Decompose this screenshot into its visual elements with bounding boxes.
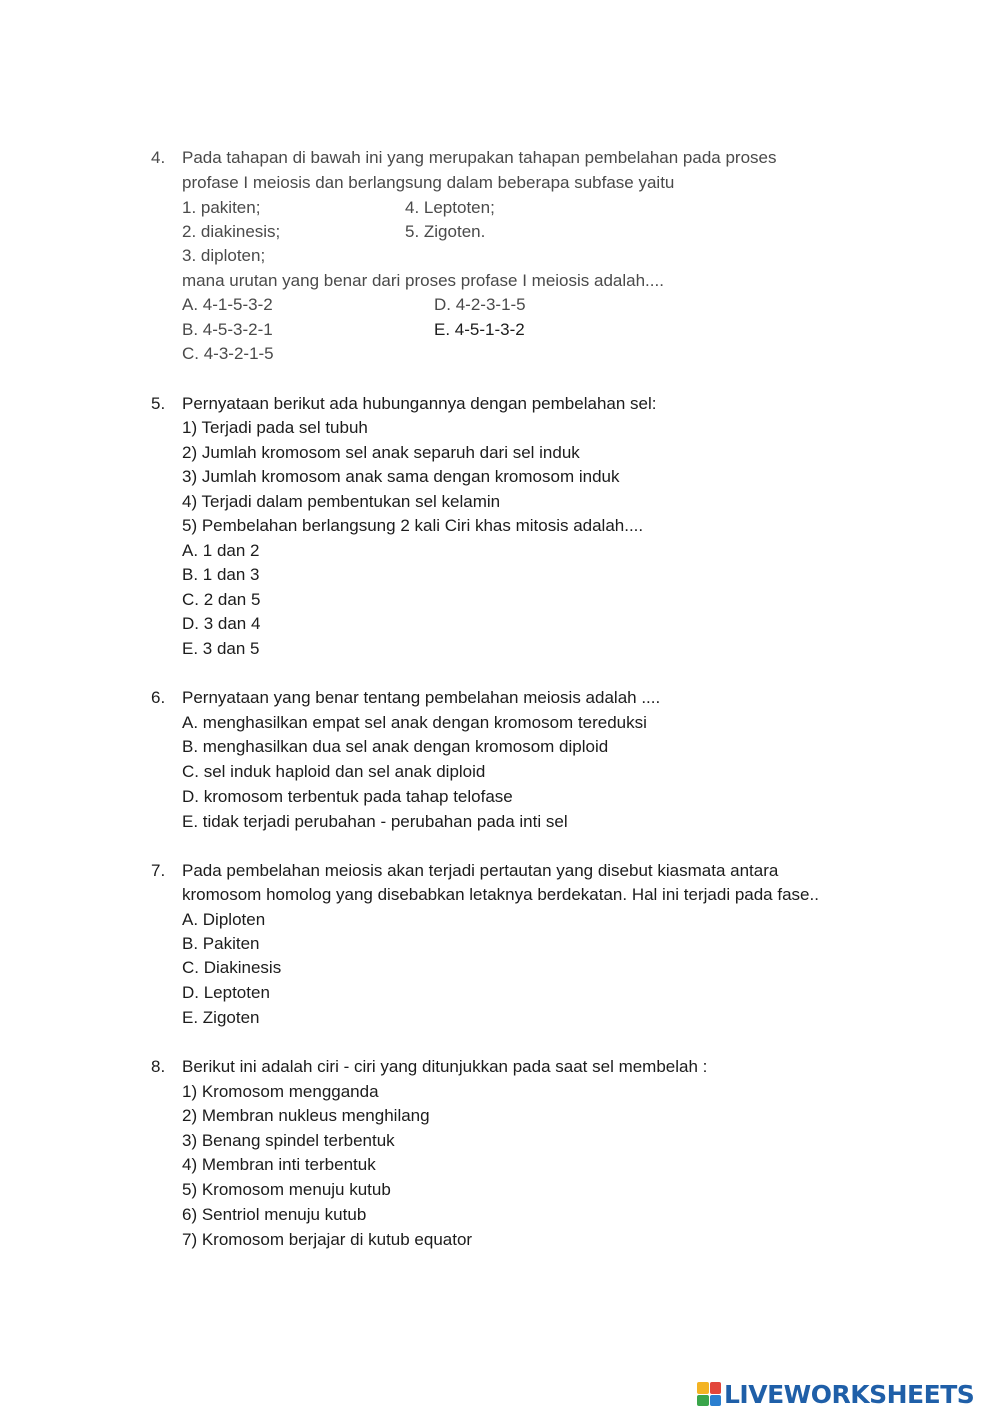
list-item: 5) Kromosom menuju kutub	[182, 1180, 391, 1199]
question-text: profase I meiosis dan berlangsung dalam beberapa subfase yaitu	[182, 173, 675, 192]
list-item: 5. Zigoten.	[405, 222, 486, 241]
question-number: 6.	[151, 688, 166, 707]
question-text: Pada pembelahan meiosis akan terjadi pertautan yang disebut kiasmata antara	[182, 861, 779, 880]
answer-option: A. 4-1-5-3-2	[182, 295, 273, 314]
answer-option: E. 4-5-1-3-2	[434, 320, 525, 339]
question-text: Pernyataan yang benar tentang pembelahan meiosis adalah ....	[182, 688, 661, 707]
answer-option: A. 1 dan 2	[182, 541, 260, 560]
answer-option: A. menghasilkan empat sel anak dengan kromosom tereduksi	[182, 713, 647, 732]
question-text: Pernyataan berikut ada hubungannya dengan pembelahan sel:	[182, 394, 657, 413]
question-number: 4.	[151, 148, 166, 167]
answer-option: C. Diakinesis	[182, 958, 282, 977]
question-text: Berikut ini adalah ciri - ciri yang ditunjukkan pada saat sel membelah :	[182, 1057, 708, 1076]
list-item: 4. Leptoten;	[405, 198, 495, 217]
answer-option: B. 4-5-3-2-1	[182, 320, 273, 339]
list-item: 1) Terjadi pada sel tubuh	[182, 418, 368, 437]
question-number: 5.	[151, 394, 166, 413]
answer-option: D. 3 dan 4	[182, 614, 261, 633]
list-item: 2) Membran nukleus menghilang	[182, 1106, 430, 1125]
answer-option: B. 1 dan 3	[182, 565, 260, 584]
answer-option: D. 4-2-3-1-5	[434, 295, 526, 314]
list-item: 3. diploten;	[182, 246, 266, 265]
question-text: Pada tahapan di bawah ini yang merupakan tahapan pembelahan pada proses	[182, 148, 777, 167]
brand-name: LIVEWORKSHEETS	[724, 1379, 975, 1409]
list-item: 3) Jumlah kromosom anak sama dengan kromosom induk	[182, 467, 620, 486]
answer-option: C. 2 dan 5	[182, 590, 261, 609]
list-item: 1) Kromosom mengganda	[182, 1082, 379, 1101]
list-item: 2. diakinesis;	[182, 222, 281, 241]
answer-option: C. sel induk haploid dan sel anak diploid	[182, 762, 486, 781]
answer-option: A. Diploten	[182, 910, 266, 929]
list-item: 2) Jumlah kromosom sel anak separuh dari sel induk	[182, 443, 580, 462]
list-item: 4) Membran inti terbentuk	[182, 1155, 376, 1174]
question-number: 8.	[151, 1057, 166, 1076]
liveworksheets-logo-icon	[697, 1382, 721, 1406]
question-number: 7.	[151, 861, 166, 880]
question-text: kromosom homolog yang disebabkan letaknya berdekatan. Hal ini terjadi pada fase..	[182, 885, 819, 904]
answer-option: E. tidak terjadi perubahan - perubahan pada inti sel	[182, 812, 568, 831]
list-item: 4) Terjadi dalam pembentukan sel kelamin	[182, 492, 501, 511]
list-item: 7) Kromosom berjajar di kutub equator	[182, 1230, 473, 1249]
list-item: 6) Sentriol menuju kutub	[182, 1205, 367, 1224]
question-text: mana urutan yang benar dari proses profase I meiosis adalah....	[182, 271, 664, 290]
answer-option: E. 3 dan 5	[182, 639, 260, 658]
liveworksheets-brand[interactable]	[697, 1378, 993, 1410]
answer-option: D. kromosom terbentuk pada tahap telofase	[182, 787, 513, 806]
list-item: 1. pakiten;	[182, 198, 261, 217]
answer-option: E. Zigoten	[182, 1008, 260, 1027]
list-item: 5) Pembelahan berlangsung 2 kali Ciri khas mitosis adalah....	[182, 516, 644, 535]
list-item: 3) Benang spindel terbentuk	[182, 1131, 395, 1150]
answer-option: D. Leptoten	[182, 983, 270, 1002]
answer-option: C. 4-3-2-1-5	[182, 344, 274, 363]
answer-option: B. Pakiten	[182, 934, 260, 953]
answer-option: B. menghasilkan dua sel anak dengan kromosom diploid	[182, 737, 609, 756]
